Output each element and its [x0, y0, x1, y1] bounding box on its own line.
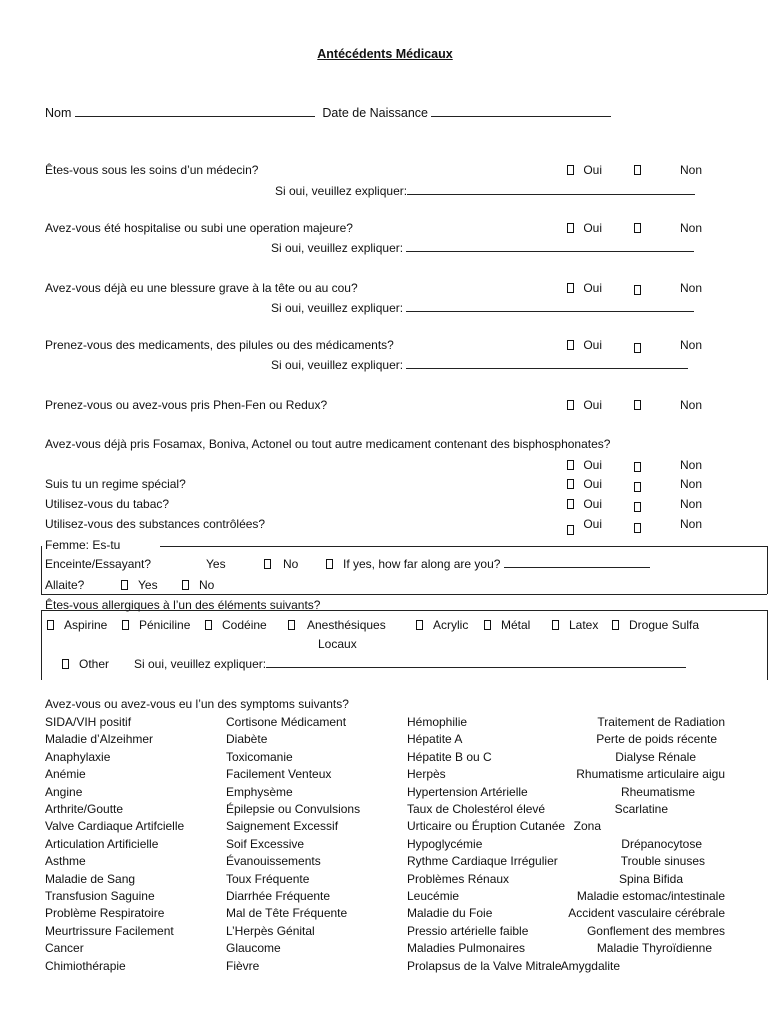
no-checkbox[interactable] — [634, 341, 641, 355]
symptom-item: Zona — [573, 819, 601, 834]
allergy-aspirine[interactable]: Aspirine — [47, 618, 107, 632]
allergies-box-right-border — [767, 610, 768, 680]
yes-checkbox[interactable] — [567, 499, 574, 509]
symptom-item: Articulation Artificielle — [45, 836, 159, 851]
explain-field[interactable] — [406, 301, 694, 312]
allergy-anesthesiques[interactable]: Anesthésiques — [288, 618, 386, 632]
yes-option[interactable]: Oui — [567, 477, 602, 491]
allergy-explain-row — [134, 657, 686, 671]
symptom-item: Maladie d’Alzeihmer — [45, 732, 154, 747]
symptom-item: Maladie estomac/intestinale — [576, 889, 725, 904]
checkbox[interactable] — [288, 620, 295, 630]
symptom-item: Traitement de Radiation — [597, 715, 725, 729]
women-box-left-border — [41, 546, 42, 594]
question-text: Prenez-vous des medicaments, des pilules ou des médicaments? — [45, 338, 394, 352]
explain-field[interactable] — [406, 358, 688, 369]
dob-label: Date de Naissance — [322, 106, 428, 120]
no-checkbox[interactable] — [182, 580, 189, 590]
symptom-item: Taux de Cholestérol élevé — [407, 802, 546, 817]
explain-field[interactable] — [407, 184, 695, 195]
yes-option[interactable]: Oui — [567, 338, 602, 352]
allergy-latex[interactable]: Latex — [552, 618, 598, 632]
symptom-item: Épilepsie ou Convulsions — [226, 802, 361, 817]
allergy-metal[interactable]: Métal — [484, 618, 530, 632]
no-checkbox[interactable] — [634, 163, 641, 177]
symptom-item: Hépatite B ou C — [407, 749, 492, 764]
question-text: Avez-vous été hospitalise ou subi une operation majeure? — [45, 221, 353, 235]
allergy-peniciline[interactable]: Péniciline — [122, 618, 190, 632]
yes-option[interactable]: Oui — [567, 398, 602, 412]
symptom-item: Hypertension Artérielle — [407, 784, 528, 799]
pregnant-no-option[interactable]: No — [264, 557, 298, 571]
symptom-item: Saignement Excessif — [226, 819, 339, 834]
page-title: Antécédents Médicaux — [317, 47, 453, 61]
no-checkbox[interactable] — [264, 559, 271, 569]
no-checkbox[interactable] — [634, 221, 641, 235]
yes-checkbox[interactable] — [567, 223, 574, 233]
yes-option[interactable]: Oui — [567, 221, 602, 235]
no-label: Non — [680, 497, 703, 511]
dob-field[interactable] — [431, 106, 611, 117]
how-far-row — [326, 557, 650, 571]
yes-checkbox[interactable] — [567, 400, 574, 410]
pregnant-label: Enceinte/Essayant? — [45, 557, 152, 571]
symptom-item: Prolapsus de la Valve Mitrale — [407, 958, 562, 973]
symptom-item: Facilement Venteux — [226, 767, 332, 782]
yes-checkbox[interactable] — [567, 479, 574, 489]
checkbox[interactable] — [552, 620, 559, 630]
symptoms-heading: Avez-vous ou avez-vous eu l’un des symptoms suivants? — [45, 697, 349, 711]
symptom-item: Cortisone Médicament — [226, 715, 347, 729]
symptom-item: Trouble sinuses — [620, 854, 705, 869]
explain-label: Si oui, veuillez expliquer: — [275, 184, 408, 198]
symptom-item: Anaphylaxie — [45, 749, 111, 764]
no-label: Non — [680, 163, 703, 177]
symptom-item: Diabète — [226, 732, 268, 747]
checkbox[interactable] — [62, 659, 69, 669]
symptom-item: Accident vasculaire cérébrale — [568, 906, 725, 921]
symptom-item: Amygdalite — [560, 958, 620, 973]
no-checkbox[interactable] — [634, 398, 641, 412]
symptom-item: Rhumatisme articulaire aigu — [576, 767, 725, 782]
symptom-item: Meurtrissure Facilement — [45, 923, 174, 938]
symptom-item: Problèmes Rénaux — [407, 871, 510, 886]
allergy-codeine[interactable]: Codéine — [205, 618, 267, 632]
symptom-item: Gonflement des membres — [586, 923, 725, 938]
women-box-right-border — [767, 546, 768, 594]
allergies-box-left-border — [41, 610, 42, 680]
symptom-item: Drépanocytose — [621, 836, 702, 851]
checkbox[interactable] — [47, 620, 54, 630]
explain-label: Si oui, veuillez expliquer: — [271, 301, 404, 315]
symptom-item: Angine — [45, 784, 83, 799]
allergies-box-top-border — [41, 610, 767, 611]
name-field[interactable] — [75, 106, 315, 117]
symptom-item: Hémophilie — [407, 715, 468, 729]
yes-checkbox[interactable] — [567, 460, 574, 470]
symptom-item: Cancer — [45, 941, 84, 956]
allergy-acrylic[interactable]: Acrylic — [416, 618, 468, 632]
symptom-item: Transfusion Saguine — [45, 889, 155, 904]
no-checkbox[interactable] — [634, 500, 641, 514]
allergy-locaux-label: Locaux — [318, 637, 357, 651]
yes-checkbox[interactable] — [567, 340, 574, 350]
symptom-item: Soif Excessive — [226, 836, 305, 851]
how-far-field[interactable] — [504, 557, 650, 568]
no-label: Non — [680, 221, 703, 235]
pregnant-yes-label: Yes — [206, 557, 226, 571]
yes-checkbox[interactable] — [326, 559, 333, 569]
symptom-item: Anémie — [45, 767, 86, 782]
women-box-top-border — [160, 546, 767, 547]
explain-row — [275, 184, 695, 198]
allergies-heading: Êtes-vous allergiques à l’un des éléments suivants? — [45, 598, 321, 612]
symptoms-column-1 — [45, 714, 184, 975]
yes-option[interactable]: Oui — [567, 458, 602, 472]
symptom-item: Herpès — [407, 767, 446, 782]
question-text: Avez-vous déjà eu une blessure grave à la tête ou au cou? — [45, 281, 358, 295]
explain-row — [271, 358, 688, 372]
question-text: Utilisez-vous des substances contrôlées? — [45, 517, 266, 531]
no-label: Non — [680, 281, 703, 295]
symptom-item: Spina Bifida — [618, 871, 683, 886]
name-row — [45, 106, 611, 120]
checkbox[interactable] — [122, 620, 129, 630]
symptom-item: Maladie Thyroïdienne — [596, 941, 712, 956]
checkbox[interactable] — [205, 620, 212, 630]
yes-option[interactable]: Oui — [567, 517, 602, 535]
nursing-label: Allaite? — [45, 578, 85, 592]
symptom-item: Rythme Cardiaque Irrégulier — [407, 854, 558, 869]
question-text: Avez-vous déjà pris Fosamax, Boniva, Actonel ou tout autre medicament contenant des bisphosphonates? — [45, 437, 611, 451]
no-checkbox[interactable] — [634, 283, 641, 297]
symptom-item: Hypoglycémie — [407, 836, 483, 851]
symptom-item: Asthme — [45, 854, 86, 869]
yes-checkbox[interactable] — [121, 580, 128, 590]
no-label: Non — [680, 458, 703, 472]
symptom-item: Scarlatine — [614, 802, 668, 817]
no-checkbox[interactable] — [634, 521, 641, 535]
checkbox[interactable] — [484, 620, 491, 630]
symptom-item: Pressio artérielle faible — [407, 923, 529, 938]
symptom-item: Toux Fréquente — [226, 871, 310, 886]
symptom-item: Arthrite/Goutte — [45, 802, 124, 817]
symptom-item: Perte de poids récente — [596, 732, 717, 747]
name-label: Nom — [45, 106, 72, 120]
symptom-item: Fièvre — [226, 958, 260, 973]
yes-option[interactable]: Oui — [567, 163, 602, 177]
symptom-item: Urticaire ou Éruption Cutanée — [407, 819, 566, 834]
symptom-item: Emphysème — [226, 784, 293, 799]
explain-label: Si oui, veuillez expliquer: — [271, 241, 404, 255]
symptoms-column-4 — [557, 714, 725, 975]
yes-option[interactable]: Oui — [567, 281, 602, 295]
symptom-item: Diarrhée Fréquente — [226, 889, 331, 904]
allergy-other[interactable]: Other — [62, 657, 109, 671]
checkbox[interactable] — [416, 620, 423, 630]
symptom-item: Hépatite A — [407, 732, 463, 747]
symptom-item: Maladies Pulmonaires — [407, 941, 526, 956]
question-text: Prenez-vous ou avez-vous pris Phen-Fen ou Redux? — [45, 398, 328, 412]
symptom-item: Toxicomanie — [226, 749, 293, 764]
explain-row — [271, 241, 694, 255]
nursing-no-option[interactable]: No — [182, 578, 214, 592]
symptom-item: Maladie de Sang — [45, 871, 136, 886]
yes-checkbox[interactable] — [567, 283, 574, 293]
question-text: Utilisez-vous du tabac? — [45, 497, 170, 511]
symptom-item: Dialyse Rénale — [615, 749, 696, 764]
yes-option[interactable]: Oui — [567, 497, 602, 511]
nursing-yes-option[interactable]: Yes — [121, 578, 158, 592]
how-far-label: If yes, how far along are you? — [343, 557, 501, 571]
yes-checkbox[interactable] — [567, 525, 574, 535]
symptom-item: Problème Respiratoire — [45, 906, 165, 921]
symptom-item: Maladie du Foie — [407, 906, 493, 921]
symptoms-column-2 — [226, 714, 360, 975]
explain-row — [271, 301, 694, 315]
symptom-item: Valve Cardiaque Artifcielle — [45, 819, 185, 834]
checkbox[interactable] — [612, 620, 619, 630]
symptom-item: SIDA/VIH positif — [45, 715, 132, 729]
no-label: Non — [680, 338, 703, 352]
symptom-item: L’Herpès Génital — [226, 923, 315, 938]
no-checkbox[interactable] — [634, 480, 641, 494]
symptom-item: Glaucome — [226, 941, 281, 956]
no-checkbox[interactable] — [634, 460, 641, 474]
question-text: Êtes-vous sous les soins d’un médecin? — [45, 163, 259, 177]
explain-label: Si oui, veuillez expliquer: — [271, 358, 404, 372]
no-label: Non — [680, 398, 703, 412]
no-label: Non — [680, 517, 703, 531]
symptom-item: Chimiothérapie — [45, 958, 126, 973]
symptom-item: Évanouissements — [226, 854, 321, 869]
explain-field[interactable] — [266, 657, 686, 668]
explain-field[interactable] — [406, 241, 694, 252]
women-box-bottom-border — [41, 594, 767, 595]
symptom-item: Leucémie — [407, 889, 460, 904]
symptoms-column-3 — [407, 714, 565, 975]
question-text: Suis tu un regime spécial? — [45, 477, 186, 491]
yes-checkbox[interactable] — [567, 165, 574, 175]
explain-label: Si oui, veuillez expliquer: — [134, 657, 267, 671]
symptom-item: Rheumatisme — [620, 784, 695, 799]
women-heading: Femme: Es-tu — [45, 538, 121, 552]
symptom-item: Mal de Tête Fréquente — [226, 906, 348, 921]
no-label: Non — [680, 477, 703, 491]
allergy-drogue-sulfa[interactable]: Drogue Sulfa — [612, 618, 699, 632]
